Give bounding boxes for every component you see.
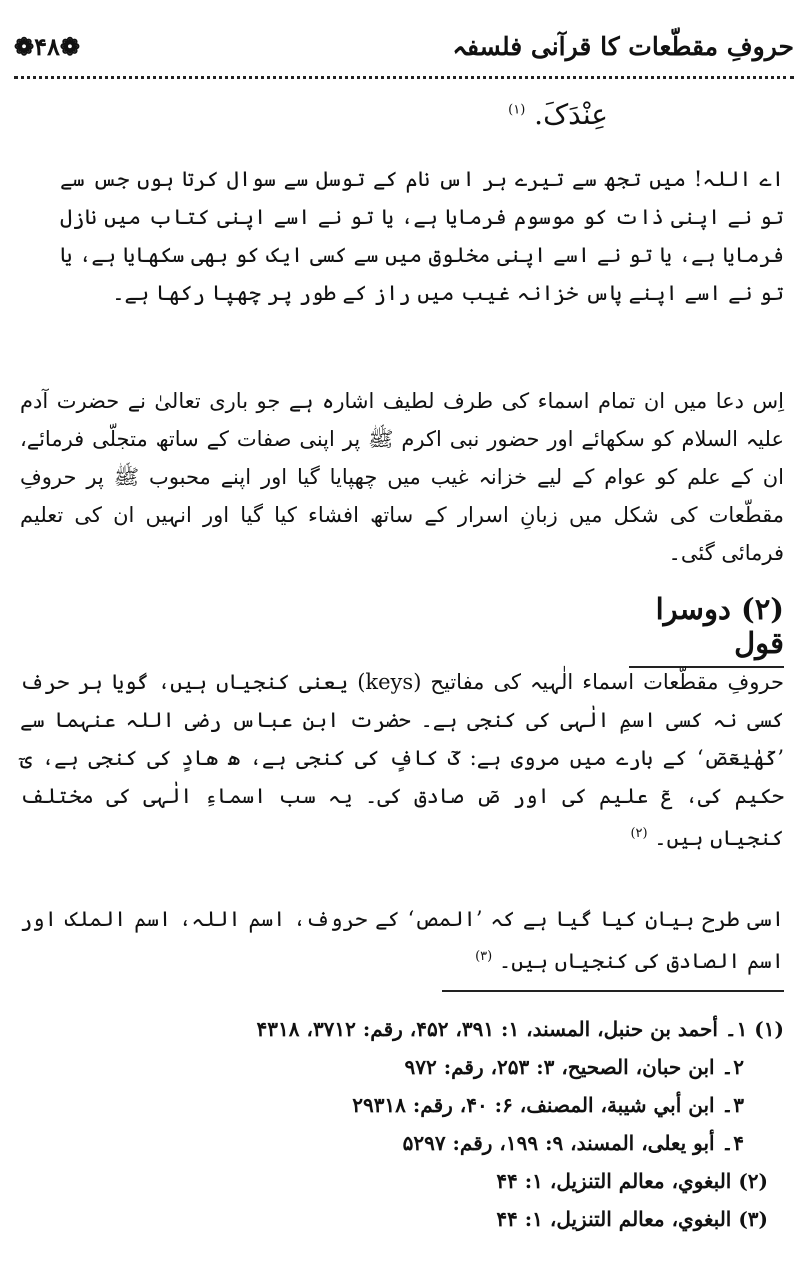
paragraph-explanation: اِس دعا میں ان تمام اسماء کی طرف لطیف اشارہ ہے جو باری تعالیٰ نے حضرت آدم علیہ السلام کو سکھائے اور حضور نبی اکرم ﷺ پر اپنی صفات کے ساتھ متجلّی فرمائے، ان کے علم کو عوام کے لیے خزانہ غیب میں چھپایا گیا اور اپنے محبوب ﷺ پر حروفِ مقطّعات کی شکل میں زبانِ اسرار کے ساتھ افشاء کیا گیا اور انہیں ان کی تعلیم فرمائی گئی۔ [20, 389, 784, 565]
paragraph-almas-text: اسی طرح بیان کیا گیا ہے کہ ’المص‘ کے حروف، اسم اللہ، اسم الملک اور اسم الصادق کی کنجیاں ہیں۔ [20, 907, 784, 973]
book-title: حروفِ مقطّعات کا قرآنی فلسفہ [452, 31, 794, 61]
footnotes [60, 1010, 784, 1238]
footnote-line: ۲۔ ابن حبان، الصحيح، ۳: ۲۵۳، رقم: ۹۷۲ [404, 1055, 744, 1079]
page-number-value: ۴۸ [34, 31, 60, 61]
section-heading: (۲) دوسرا قول [629, 592, 784, 668]
footnote-line: ۳۔ ابن أبي شيبة، المصنف، ۶: ۴۰، رقم: ۲۹۳۱۸ [352, 1093, 744, 1117]
footnote-line: (۳) البغوي، معالم التنزيل، ۱: ۴۴ [496, 1207, 768, 1231]
footnote-line: (۲) البغوي، معالم التنزيل، ۱: ۴۴ [496, 1169, 768, 1193]
page-header [14, 22, 794, 70]
page-number: ❁۴۸❁ [14, 31, 80, 61]
dua-ending [508, 98, 608, 131]
footnote-ref-1[interactable]: (۱) [508, 102, 526, 118]
dua-translation: اے اللہ! میں تجھ سے تیرے ہر اس نام کے توسل سے سوال کرتا ہوں جس سے تو نے اپنی ذات کو موسوم فرمایا ہے، یا تو نے اسے اپنی کتاب میں نازل فرمایا ہے، یا تو نے اسے اپنی مخلوق میں سے کسی ایک کو بھی سکھایا ہے، یا تو نے اسے اپنے پاس خزانہ غیب میں راز کے طور پر چھپا رکھا ہے۔ [60, 167, 784, 305]
footnote-ref-3[interactable]: (۳) [475, 949, 493, 964]
paragraph-second-view-text: حروفِ مقطّعات اسماء الٰہیہ کی مفاتیح (keys) یعنی کنجیاں ہیں، گویا ہر حرف کسی نہ کسی اسمِ الٰہی کی کنجی ہے۔ حضرت ابن عباس رضی اللہ عنہما سے ’کٓهٰيٰعٓصٓ‘ کے بارے میں مروی ہے: کٓ کافٍ کی کنجی ہے، ھ ھادٍ کی کنجی ہے، یٓ حکیم کی، عٓ علیم کی اور صٓ صادق کی۔ یہ سب اسماءِ الٰہی کی مختلف کنجیاں ہیں۔ [20, 670, 784, 850]
paragraph-second-view [20, 663, 784, 857]
paragraph-almas [20, 900, 784, 980]
dua-ending-text: عِنْدَکَ. [534, 98, 608, 131]
footnote-ref-2[interactable]: (۲) [630, 826, 648, 841]
footnote-divider [442, 990, 784, 992]
footnote-line: (۱) ۱۔ أحمد بن حنبل، المسند، ۱: ۳۹۱، ۴۵۲، رقم: ۳۷۱۲، ۴۳۱۸ [256, 1017, 784, 1041]
footnote-line: ۴۔ أبو يعلى، المسند، ۹: ۱۹۹، رقم: ۵۲۹۷ [402, 1131, 744, 1155]
header-divider [14, 76, 794, 79]
